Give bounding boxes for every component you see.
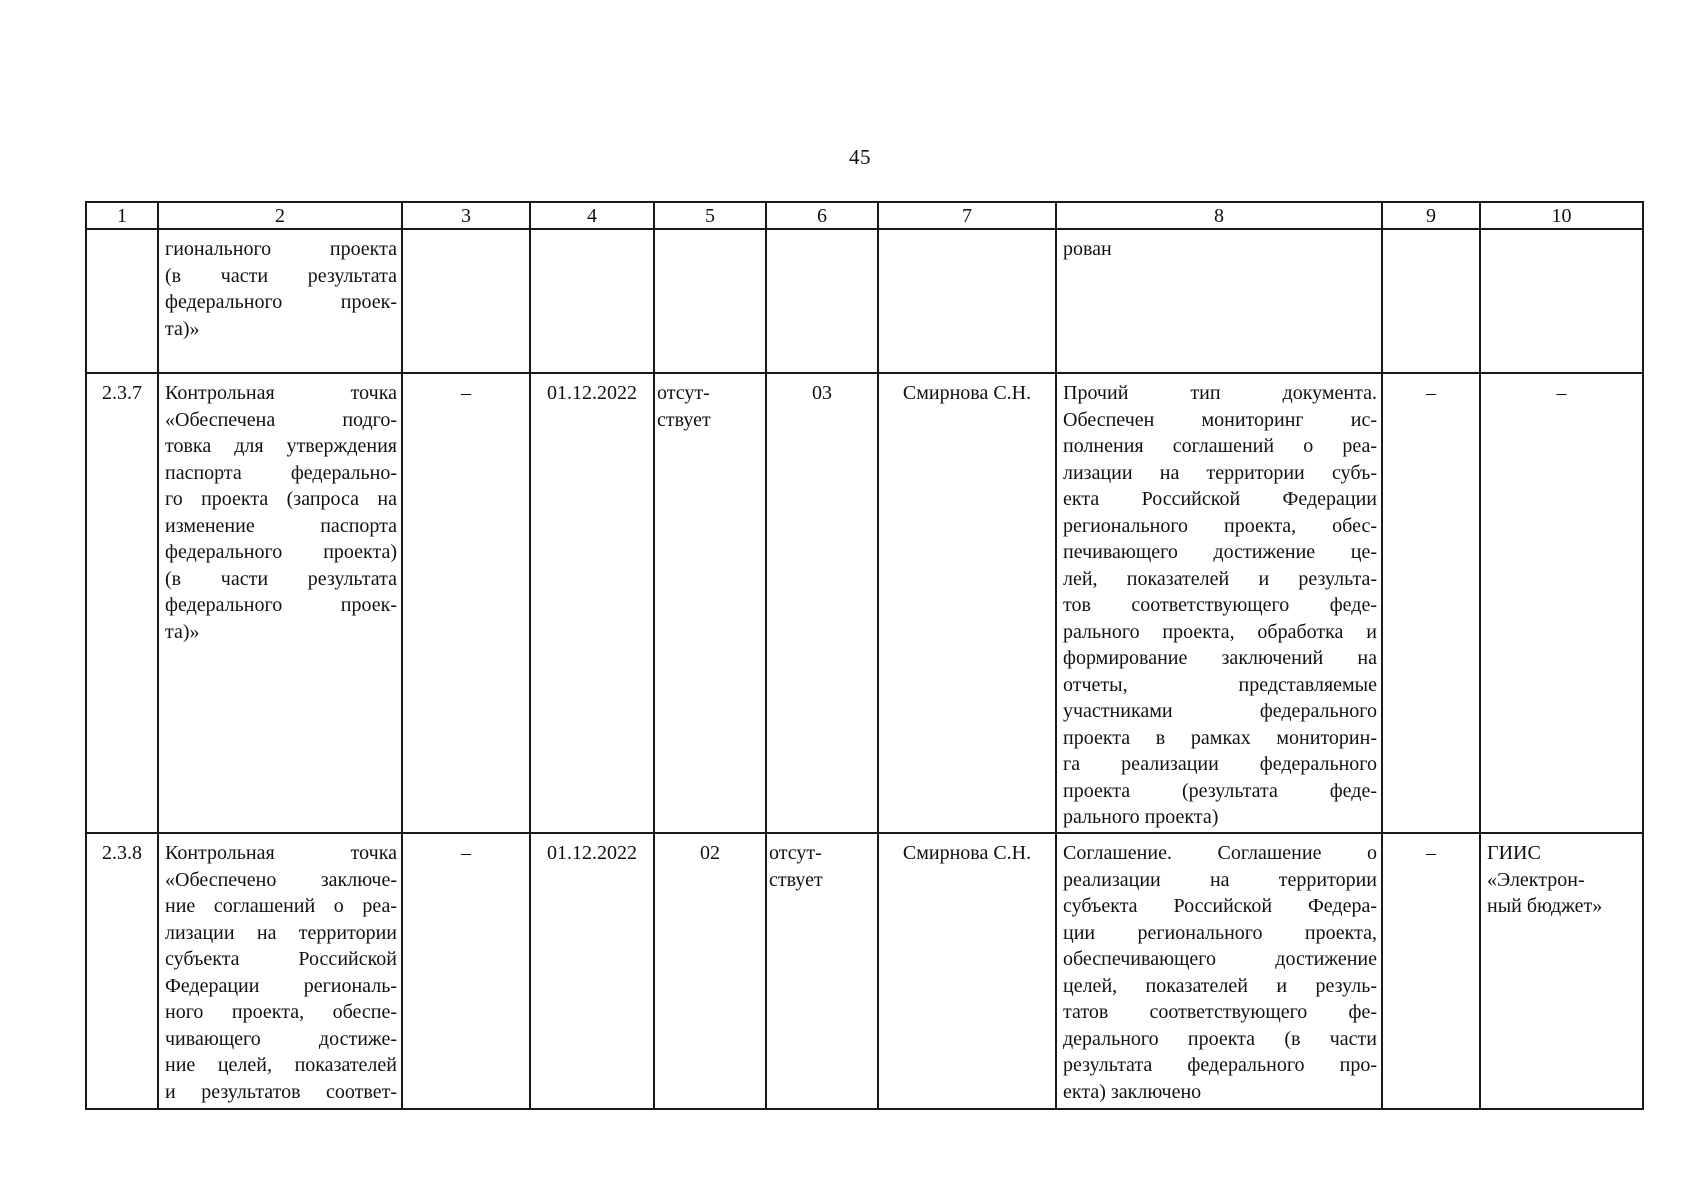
column-header: 6 (766, 202, 878, 229)
cell-col6 (766, 229, 878, 373)
cell-col5 (654, 229, 766, 373)
cell-col3: – (402, 833, 530, 1109)
row-number (86, 229, 158, 373)
plan-table (85, 201, 1644, 1110)
column-header: 2 (158, 202, 402, 229)
column-header: 8 (1056, 202, 1382, 229)
table-row (86, 833, 1643, 1109)
cell-col6: отсут- ствует (766, 833, 878, 1109)
column-header: 5 (654, 202, 766, 229)
column-header: 4 (530, 202, 654, 229)
row-number: 2.3.8 (86, 833, 158, 1109)
cell-document: рован (1056, 229, 1382, 373)
cell-col9: – (1382, 373, 1480, 833)
cell-col5: 02 (654, 833, 766, 1109)
row-number: 2.3.7 (86, 373, 158, 833)
page-number: 45 (849, 145, 871, 169)
cell-col3: – (402, 373, 530, 833)
cell-document: Соглашение. Соглашение о реализации на территории субъекта Российской Федера- ции регионального проекта, обеспечивающего достижение целей, показателей и резуль- татов соответствующего фе- дерального проекта (в части результата федерального про- екта) заключено (1056, 833, 1382, 1109)
cell-responsible (878, 229, 1056, 373)
column-header: 10 (1480, 202, 1643, 229)
cell-system (1480, 229, 1643, 373)
cell-responsible: Смирнова С.Н. (878, 833, 1056, 1109)
checkpoint-name: Контрольная точка «Обеспечена подго- товка для утверждения паспорта федерально- го проекта (запроса на изменение паспорта федерального проекта) (в части результата федерального проек- та)» (158, 373, 402, 833)
cell-system: ГИИС «Электрон- ный бюджет» (1480, 833, 1643, 1109)
column-header: 9 (1382, 202, 1480, 229)
cell-col3 (402, 229, 530, 373)
cell-document: Прочий тип документа. Обеспечен мониторинг ис- полнения соглашений о реа- лизации на территории субъ- екта Российской Федерации регионального проекта, обес- печивающего достижение це- лей, показателей и результа- тов соответствующего феде- рального проекта, обработка и формирование заключений на отчеты, представляемые участниками федерального проекта в рамках мониторин- га реализации федерального проекта (результата феде- рального проекта) (1056, 373, 1382, 833)
cell-col5: отсут- ствует (654, 373, 766, 833)
table-row (86, 229, 1643, 373)
cell-responsible: Смирнова С.Н. (878, 373, 1056, 833)
cell-col9: – (1382, 833, 1480, 1109)
cell-date: 01.12.2022 (530, 833, 654, 1109)
column-header: 3 (402, 202, 530, 229)
cell-date: 01.12.2022 (530, 373, 654, 833)
cell-date (530, 229, 654, 373)
header-row (86, 202, 1643, 229)
column-header: 1 (86, 202, 158, 229)
checkpoint-name: гионального проекта (в части результата федерального проек- та)» (158, 229, 402, 373)
checkpoint-name: Контрольная точка «Обеспечено заключе- ние соглашений о реа- лизации на территории субъекта Российской Федерации региональ- ного проекта, обеспе- чивающего достиже- ние целей, показателей и результатов соответ- (158, 833, 402, 1109)
cell-col6: 03 (766, 373, 878, 833)
column-header: 7 (878, 202, 1056, 229)
table-row (86, 373, 1643, 833)
cell-system: – (1480, 373, 1643, 833)
cell-col9 (1382, 229, 1480, 373)
